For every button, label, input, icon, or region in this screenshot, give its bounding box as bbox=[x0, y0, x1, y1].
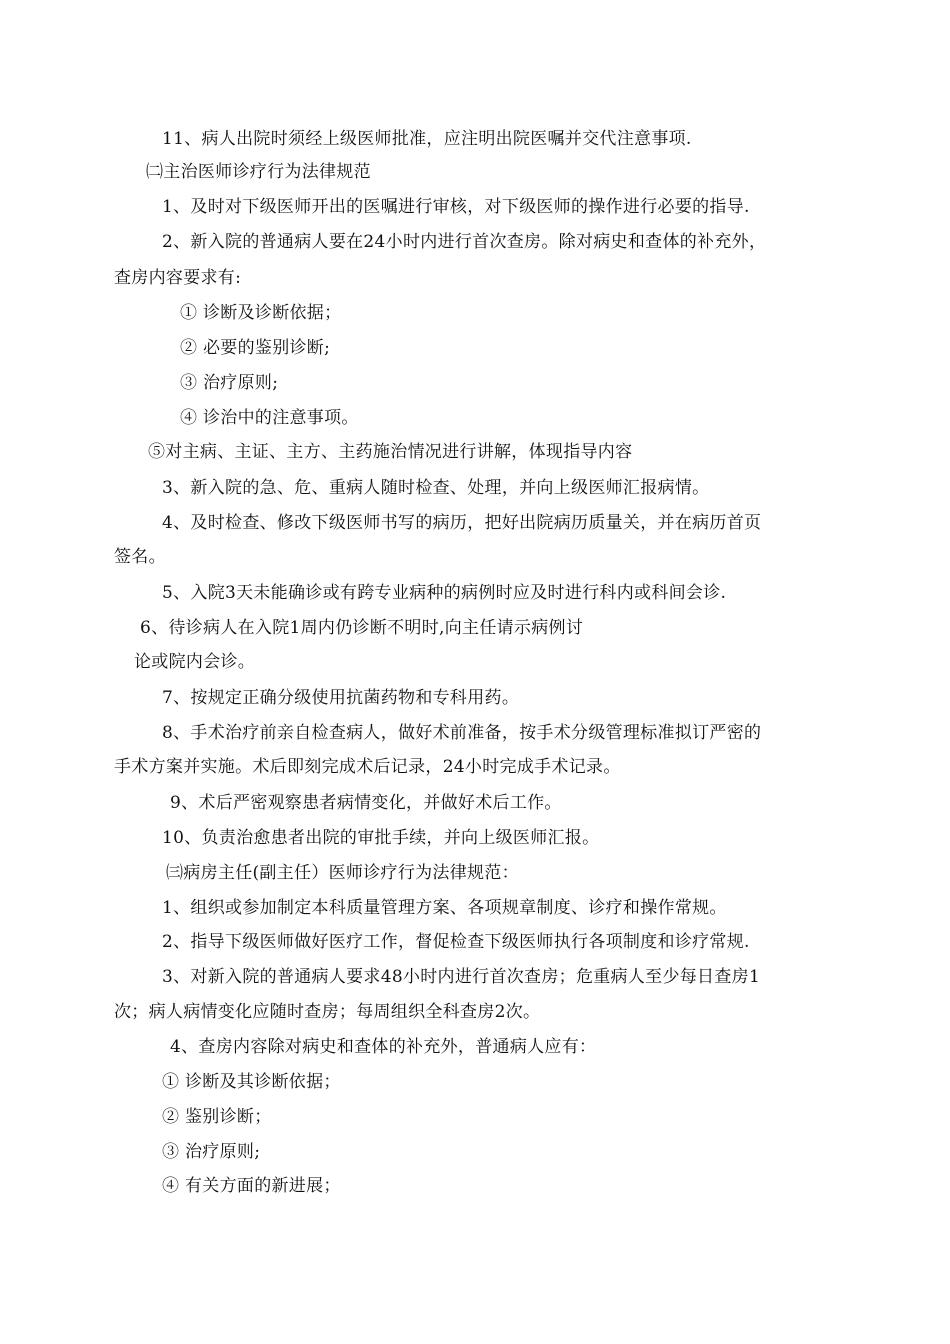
paragraph-line: 手术方案并实施。术后即刻完成术后记录，24小时完成手术记录。 bbox=[114, 757, 621, 777]
list-item: ④ 诊治中的注意事项。 bbox=[180, 408, 359, 428]
paragraph-line: 查房内容要求有: bbox=[114, 268, 242, 288]
paragraph-line: 1、及时对下级医师开出的医嘱进行审核，对下级医师的操作进行必要的指导. bbox=[162, 197, 750, 217]
list-item: ① 诊断及诊断依据； bbox=[180, 303, 342, 323]
paragraph-line: 2、指导下级医师做好医疗工作，督促检查下级医师执行各项制度和诊疗常规. bbox=[162, 932, 750, 952]
paragraph-line: 8、手术治疗前亲自检查病人，做好术前准备，按手术分级管理标准拟订严密的 bbox=[162, 723, 762, 743]
paragraph-line: 5、入院3天未能确诊或有跨专业病种的病例时应及时进行科内或科间会诊. bbox=[162, 583, 727, 603]
paragraph-line: 4、查房内容除对病史和查体的补充外，普通病人应有： bbox=[170, 1037, 597, 1057]
section-heading: ㈡主治医师诊疗行为法律规范 bbox=[146, 162, 371, 182]
paragraph-line: 4、及时检查、修改下级医师书写的病历，把好出院病历质量关，并在病历首页 bbox=[162, 513, 762, 533]
paragraph-line: 10、负责治愈患者出院的审批手续，并向上级医师汇报。 bbox=[162, 828, 600, 848]
list-item: ③ 治疗原则; bbox=[162, 1142, 261, 1162]
list-item: ③ 治疗原则; bbox=[180, 373, 279, 393]
list-item: ② 鉴别诊断； bbox=[162, 1107, 272, 1127]
section-heading: ㈢病房主任(副主任）医师诊疗行为法律规范： bbox=[166, 863, 519, 883]
list-item: ⑤对主病、主证、主方、主药施治情况进行讲解，体现指导内容 bbox=[148, 442, 633, 462]
paragraph-line: 签名。 bbox=[114, 547, 166, 567]
paragraph-line: 11、病人出院时须经上级医师批准，应注明出院医嘱并交代注意事项. bbox=[162, 129, 692, 149]
paragraph-line: 论或院内会诊。 bbox=[134, 652, 256, 672]
paragraph-line: 2、新入院的普通病人要在24小时内进行首次查房。除对病史和查体的补充外， bbox=[162, 232, 767, 252]
paragraph-line: 3、对新入院的普通病人要求48小时内进行首次查房；危重病人至少每日查房1 bbox=[162, 967, 761, 987]
list-item: ① 诊断及其诊断依据； bbox=[162, 1072, 341, 1092]
list-item: ④ 有关方面的新进展； bbox=[162, 1176, 341, 1196]
paragraph-line: 1、组织或参加制定本科质量管理方案、各项规章制度、诊疗和操作常规。 bbox=[162, 898, 727, 918]
paragraph-line: 7、按规定正确分级使用抗菌药物和专科用药。 bbox=[162, 688, 520, 708]
paragraph-line: 3、新入院的急、危、重病人随时检查、处理，并向上级医师汇报病情。 bbox=[162, 478, 710, 498]
paragraph-line: 次；病人病情变化应随时查房；每周组织全科查房2次。 bbox=[114, 1002, 541, 1022]
paragraph-line: 6、待诊病人在入院1周内仍诊断不明时,向主任请示病例讨 bbox=[140, 618, 584, 638]
paragraph-line: 9、术后严密观察患者病情变化，并做好术后工作。 bbox=[170, 793, 562, 813]
list-item: ② 必要的鉴别诊断; bbox=[180, 338, 331, 358]
